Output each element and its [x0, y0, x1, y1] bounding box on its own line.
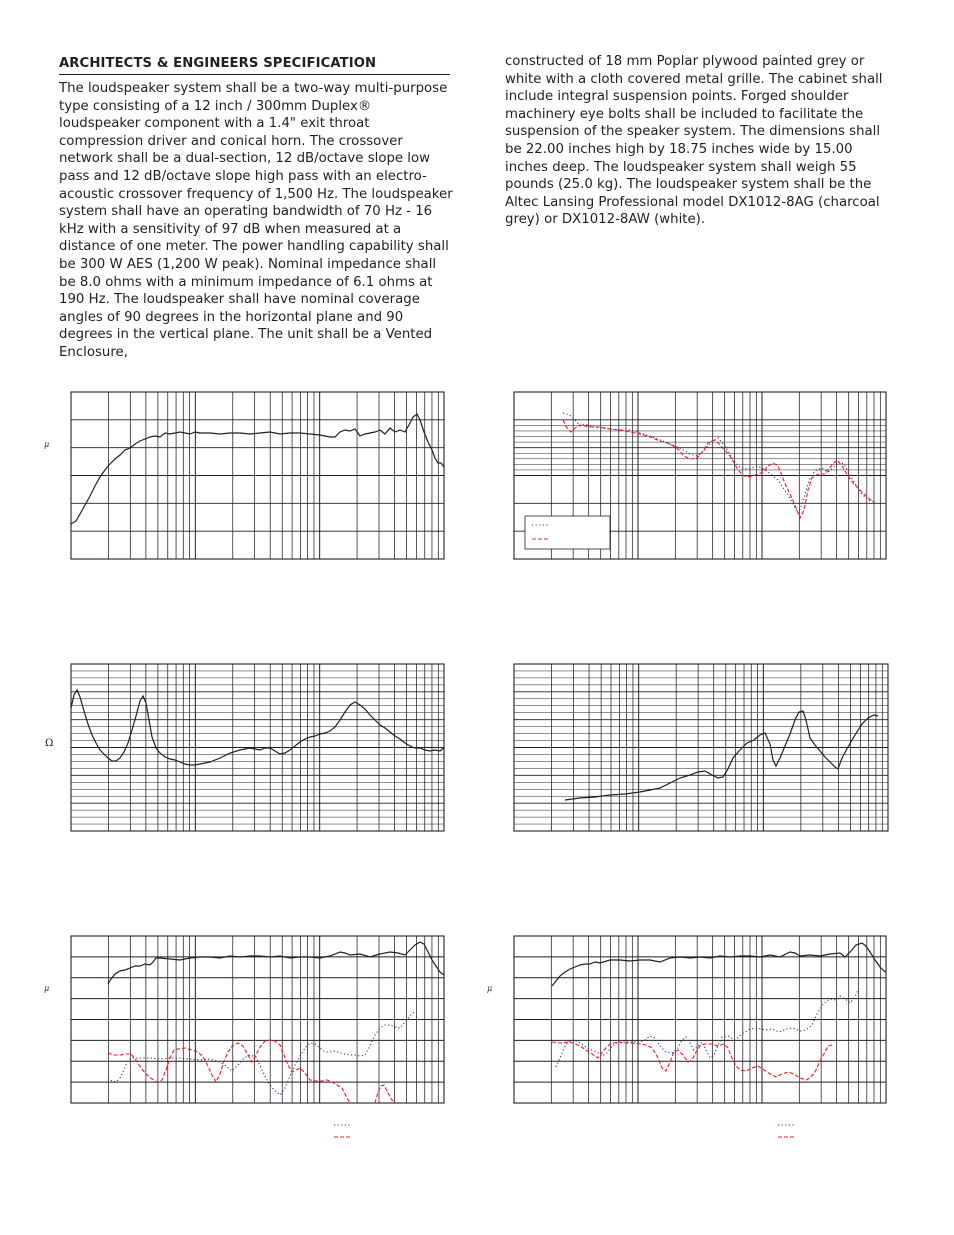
graph-6-mu-label: μ: [487, 984, 493, 993]
graph-5-mu-label: μ: [44, 984, 50, 993]
spec-text-left: The loudspeaker system shall be a two-way multi-purpose type consisting of a 12 inch / 300mm Duplex® loudspeaker component with a 1.4" exit throat compression driver and conical horn. The crossover network shall be a dual-section, 12 dB/octave slope low pass and 12 dB/octave slope high pass with an electro-acoustic crossover frequency of 1,500 Hz. The loudspeaker system shall have an operating bandwidth of 70 Hz - 16 kHz with a sensitivity of 97 dB when measured at a distance of one meter. The power handling capability shall be 300 W AES (1,200 W peak). Nominal impedance shall be 8.0 ohms with a minimum impedance of 6.1 ohms at 190 Hz. The loudspeaker shall have nominal coverage angles of 90 degrees in the horizontal plane and 90 degrees in the vertical plane. The unit shall be a Vented Enclosure,: [59, 81, 453, 360]
spec-heading: ARCHITECTS & ENGINEERS SPECIFICATION: [59, 56, 450, 75]
graph-4-directivity-curve: [565, 711, 878, 800]
graph-6-dotted-curve: [556, 990, 858, 1067]
graph-1-response-curve: [71, 414, 444, 524]
graph-5-dashed-curve: [108, 1040, 396, 1103]
graph-3-impedance-curve: [71, 690, 444, 765]
graph-3-ohm-label: Ω: [45, 738, 54, 749]
graph-2-horizontal-curve: [563, 413, 874, 513]
graph-1-mu-label: μ: [44, 440, 50, 449]
graph-grids: [71, 392, 888, 1103]
graph-6-on-axis-curve: [552, 943, 886, 986]
spec-text-right: constructed of 18 mm Poplar plywood painted grey or white with a cloth covered metal grille. The cabinet shall include integral suspension points. Forged shoulder machinery eye bolts shall be included to facilitate the suspension of the speaker system. The dimensions shall be 22.00 inches high by 18.75 inches wide by 15.00 inches deep. The loudspeaker system shall weigh 55 pounds (25.0 kg). The loudspeaker system shall be the Altec Lansing Professional model DX1012-8AG (charcoal grey) or DX1012-8AW (white).: [505, 54, 883, 228]
graph-2-legend-box: [525, 516, 610, 549]
